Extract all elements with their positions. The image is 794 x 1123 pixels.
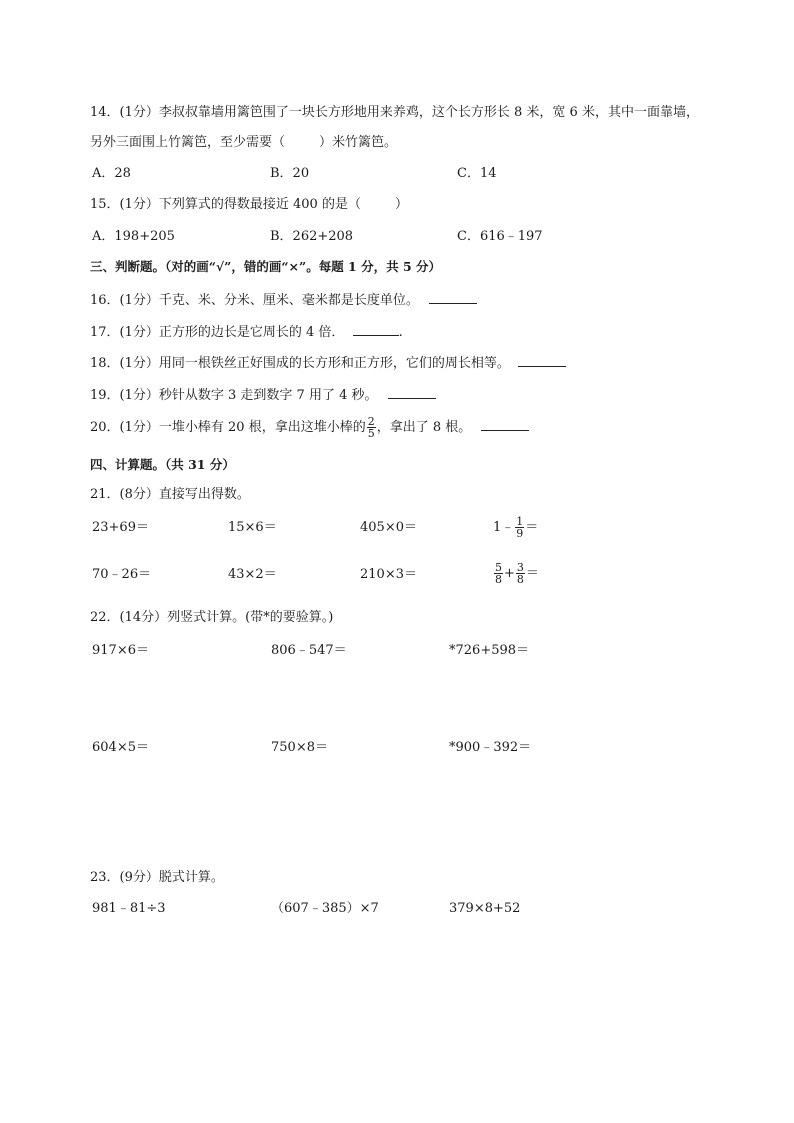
- q21-item-4-num: 1: [516, 515, 524, 528]
- q22-item-3: *726+598＝: [449, 643, 530, 658]
- q22-stem: 22．(14分）列竖式计算。(带*的要验算。): [90, 610, 334, 625]
- q20-post: ，拿出了 8 根。: [376, 420, 472, 435]
- q17-suffix: .: [398, 325, 403, 340]
- q21-item-8-fraction-a: [494, 562, 503, 585]
- q14-stem-line1: 14．(1分）李叔叔靠墙用篱笆围了一块长方形地用来养鸡，这个长方形长 8 米，宽 6 米，其中一面靠墙，: [90, 105, 699, 120]
- q14-option-c[interactable]: C．14: [457, 166, 497, 181]
- q18-text: 18．(1分）用同一根铁丝正好围成的长方形和正方形，它们的周长相等。: [90, 356, 510, 371]
- q21-item-7: 210×3＝: [360, 567, 417, 582]
- q19: [90, 384, 436, 405]
- q20-fraction: [367, 416, 376, 439]
- q22-item-4: 604×5＝: [92, 740, 149, 755]
- q14-line2-pre: 另外三面围上竹篱笆，至少需要（: [90, 135, 286, 150]
- q19-text: 19．(1分）秒针从数字 3 走到数字 7 用了 4 秒。: [90, 388, 378, 403]
- q21-item-4-den: 9: [516, 527, 524, 540]
- q14-option-b[interactable]: B．20: [270, 166, 310, 181]
- q15-stem-pre: 15．(1分）下列算式的得数最接近 400 的是（: [90, 197, 361, 212]
- q21-item-6: 43×2＝: [228, 567, 277, 582]
- q19-answer-blank[interactable]: [388, 384, 436, 399]
- q21-item-8-a-den: 8: [495, 573, 502, 586]
- q17-text: 17．(1分）正方形的边长是它周长的 4 倍．: [90, 325, 345, 340]
- q23-item-3: 379×8+52: [449, 901, 521, 916]
- q16: [90, 289, 477, 310]
- q21-item-8: [493, 562, 539, 585]
- q22-item-5: 750×8＝: [271, 740, 328, 755]
- q21-item-4-pre: 1﹣: [493, 520, 515, 535]
- q21-item-8-op: +: [504, 566, 515, 581]
- q20-answer-blank[interactable]: [481, 416, 529, 431]
- q21-item-4-post: ＝: [525, 520, 539, 535]
- q22-item-2: 806﹣547＝: [271, 643, 347, 658]
- q23-item-2: （607﹣385）×7: [271, 901, 379, 916]
- q21-item-2: 15×6＝: [228, 520, 277, 535]
- q18: [90, 352, 566, 373]
- section3-title: 三、判断题。（对的画“√”，错的画“×”。每题 1 分，共 5 分）: [90, 259, 442, 274]
- q21-item-8-b-num: 3: [516, 561, 524, 574]
- q21-item-8-fraction-b: [516, 562, 525, 585]
- q15-option-b[interactable]: B．262+208: [270, 229, 354, 244]
- q20-frac-num: 2: [367, 415, 375, 428]
- q14-option-a[interactable]: A．28: [92, 166, 131, 181]
- q23-stem: 23．(9分）脱式计算。: [90, 870, 224, 885]
- q20-pre: 20．(1分）一堆小棒有 20 根，拿出这堆小棒的: [90, 420, 366, 435]
- q15-option-a[interactable]: A．198+205: [92, 229, 175, 244]
- q15-stem-post: ）: [394, 197, 408, 212]
- q21-item-8-post: ＝: [525, 566, 539, 581]
- q21-item-1: 23+69＝: [92, 520, 149, 535]
- q22-item-1: 917×6＝: [92, 643, 149, 658]
- q17: [90, 321, 403, 342]
- q21-item-8-b-den: 8: [516, 573, 524, 586]
- q21-item-8-a-num: 5: [495, 561, 502, 574]
- q20-frac-den: 5: [367, 427, 375, 440]
- q21-item-5: 70﹣26＝: [92, 567, 152, 582]
- q15-option-c[interactable]: C．616﹣197: [457, 229, 543, 244]
- q17-answer-blank[interactable]: [353, 321, 399, 336]
- section4-title: 四、计算题。（共 31 分）: [90, 457, 235, 472]
- q21-item-4-fraction: [515, 516, 524, 539]
- q16-text: 16．(1分）千克、米、分米、厘米、毫米都是长度单位。: [90, 293, 419, 308]
- q14-line2-post: ）米竹篱笆。: [319, 135, 398, 150]
- q18-answer-blank[interactable]: [518, 352, 566, 367]
- q22-item-6: *900﹣392＝: [449, 740, 532, 755]
- q14-stem-line2: [90, 134, 397, 152]
- q21-item-4: [493, 516, 538, 539]
- q15-stem: [90, 196, 408, 214]
- q16-answer-blank[interactable]: [429, 289, 477, 304]
- q20: [90, 416, 529, 439]
- q21-item-3: 405×0＝: [360, 520, 417, 535]
- q23-item-1: 981﹣81÷3: [92, 901, 166, 916]
- q21-stem: 21．(8分）直接写出得数。: [90, 487, 250, 502]
